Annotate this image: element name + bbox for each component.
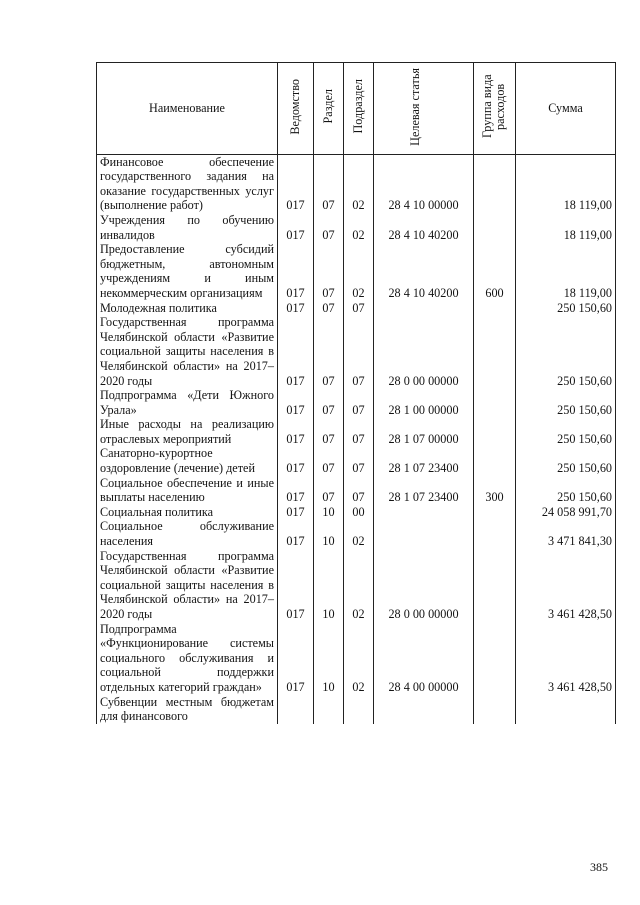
razdel-cell: 07 xyxy=(314,388,344,417)
header-vedomstvo: Ведомство xyxy=(278,63,314,155)
gruppa-cell xyxy=(474,505,516,520)
gruppa-cell xyxy=(474,446,516,475)
budget-table xyxy=(96,62,616,724)
table-row xyxy=(97,476,616,505)
vedomstvo-cell: 017 xyxy=(278,622,314,695)
row-name-cell: Подпрограмма «Дети Южного Урала» xyxy=(97,388,278,417)
vedomstvo-cell: 017 xyxy=(278,505,314,520)
gruppa-cell xyxy=(474,388,516,417)
gruppa-cell xyxy=(474,154,516,213)
podrazdel-cell: 07 xyxy=(344,446,374,475)
row-name-cell: Молодежная политика xyxy=(97,301,278,316)
razdel-cell: 10 xyxy=(314,505,344,520)
celevaya-statya-cell: 28 4 00 00000 xyxy=(374,622,474,695)
table-row xyxy=(97,301,616,316)
row-name-cell: Учреждения по обучению инвалидов xyxy=(97,213,278,242)
summa-cell: 250 150,60 xyxy=(516,417,616,446)
table-header-row xyxy=(97,63,616,155)
summa-cell: 250 150,60 xyxy=(516,315,616,388)
gruppa-cell: 600 xyxy=(474,242,516,300)
table-row xyxy=(97,242,616,300)
summa-cell: 18 119,00 xyxy=(516,213,616,242)
celevaya-statya-cell xyxy=(374,505,474,520)
header-name: Наименование xyxy=(97,63,278,155)
header-summa: Сумма xyxy=(516,63,616,155)
row-name-cell: Подпрограмма «Функционирование системы социального обслуживания и социальной поддержки отдельных категорий граждан» xyxy=(97,622,278,695)
razdel-cell xyxy=(314,695,344,724)
header-gruppa-vida-rashodov: Группа вида расходов xyxy=(474,63,516,155)
podrazdel-cell: 07 xyxy=(344,315,374,388)
podrazdel-cell: 02 xyxy=(344,622,374,695)
gruppa-cell xyxy=(474,213,516,242)
summa-cell xyxy=(516,695,616,724)
gruppa-cell xyxy=(474,417,516,446)
header-razdel: Раздел xyxy=(314,63,344,155)
podrazdel-cell: 02 xyxy=(344,549,374,622)
table-row xyxy=(97,695,616,724)
vedomstvo-cell: 017 xyxy=(278,315,314,388)
table-row xyxy=(97,388,616,417)
razdel-cell: 07 xyxy=(314,154,344,213)
table-row xyxy=(97,446,616,475)
summa-cell: 250 150,60 xyxy=(516,446,616,475)
celevaya-statya-cell: 28 1 07 23400 xyxy=(374,476,474,505)
vedomstvo-cell: 017 xyxy=(278,242,314,300)
vedomstvo-cell xyxy=(278,695,314,724)
razdel-cell: 10 xyxy=(314,549,344,622)
celevaya-statya-cell xyxy=(374,301,474,316)
row-name-cell: Государственная программа Челябинской области «Развитие социальной защиты населения в Челябинской области» на 2017–2020 годы xyxy=(97,549,278,622)
vedomstvo-cell: 017 xyxy=(278,154,314,213)
vedomstvo-cell: 017 xyxy=(278,549,314,622)
celevaya-statya-cell xyxy=(374,519,474,548)
razdel-cell: 07 xyxy=(314,213,344,242)
page-number: 385 xyxy=(590,860,608,874)
row-name-cell: Иные расходы на реализацию отраслевых мероприятий xyxy=(97,417,278,446)
row-name-cell: Социальное обслуживание населения xyxy=(97,519,278,548)
razdel-cell: 07 xyxy=(314,446,344,475)
celevaya-statya-cell: 28 4 10 40200 xyxy=(374,213,474,242)
podrazdel-cell: 02 xyxy=(344,213,374,242)
summa-cell: 3 461 428,50 xyxy=(516,549,616,622)
table-row xyxy=(97,213,616,242)
summa-cell: 250 150,60 xyxy=(516,388,616,417)
razdel-cell: 10 xyxy=(314,519,344,548)
gruppa-cell xyxy=(474,549,516,622)
gruppa-cell xyxy=(474,315,516,388)
gruppa-cell xyxy=(474,301,516,316)
razdel-cell: 07 xyxy=(314,242,344,300)
podrazdel-cell: 02 xyxy=(344,242,374,300)
celevaya-statya-cell: 28 4 10 40200 xyxy=(374,242,474,300)
row-name-cell: Финансовое обеспечение государственного задания на оказание государственных услуг (выполнение работ) xyxy=(97,154,278,213)
summa-cell: 250 150,60 xyxy=(516,301,616,316)
celevaya-statya-cell: 28 4 10 00000 xyxy=(374,154,474,213)
gruppa-cell xyxy=(474,695,516,724)
razdel-cell: 07 xyxy=(314,417,344,446)
table-row xyxy=(97,154,616,213)
celevaya-statya-cell: 28 0 00 00000 xyxy=(374,315,474,388)
podrazdel-cell: 02 xyxy=(344,519,374,548)
razdel-cell: 07 xyxy=(314,476,344,505)
celevaya-statya-cell xyxy=(374,695,474,724)
vedomstvo-cell: 017 xyxy=(278,519,314,548)
row-name-cell: Социальная политика xyxy=(97,505,278,520)
vedomstvo-cell: 017 xyxy=(278,213,314,242)
podrazdel-cell: 07 xyxy=(344,301,374,316)
celevaya-statya-cell: 28 1 07 00000 xyxy=(374,417,474,446)
table-row xyxy=(97,622,616,695)
podrazdel-cell: 07 xyxy=(344,388,374,417)
header-podrazdel: Подраздел xyxy=(344,63,374,155)
podrazdel-cell: 07 xyxy=(344,476,374,505)
gruppa-cell: 300 xyxy=(474,476,516,505)
gruppa-cell xyxy=(474,519,516,548)
vedomstvo-cell: 017 xyxy=(278,388,314,417)
razdel-cell: 07 xyxy=(314,301,344,316)
table-row xyxy=(97,519,616,548)
vedomstvo-cell: 017 xyxy=(278,417,314,446)
table-row xyxy=(97,315,616,388)
summa-cell: 3 471 841,30 xyxy=(516,519,616,548)
podrazdel-cell: 07 xyxy=(344,417,374,446)
gruppa-cell xyxy=(474,622,516,695)
row-name-cell: Субвенции местным бюджетам для финансового xyxy=(97,695,278,724)
razdel-cell: 07 xyxy=(314,315,344,388)
row-name-cell: Предоставление субсидий бюджетным, автономным учреждениям и иным некоммерческим организациям xyxy=(97,242,278,300)
vedomstvo-cell: 017 xyxy=(278,446,314,475)
podrazdel-cell: 00 xyxy=(344,505,374,520)
podrazdel-cell xyxy=(344,695,374,724)
vedomstvo-cell: 017 xyxy=(278,476,314,505)
header-celevaya-statya: Целевая статья xyxy=(374,63,474,155)
celevaya-statya-cell: 28 1 00 00000 xyxy=(374,388,474,417)
table-row xyxy=(97,549,616,622)
row-name-cell: Социальное обеспечение и иные выплаты населению xyxy=(97,476,278,505)
row-name-cell: Государственная программа Челябинской области «Развитие социальной защиты населения в Челябинской области» на 2017–2020 годы xyxy=(97,315,278,388)
table-row xyxy=(97,505,616,520)
vedomstvo-cell: 017 xyxy=(278,301,314,316)
podrazdel-cell: 02 xyxy=(344,154,374,213)
celevaya-statya-cell: 28 0 00 00000 xyxy=(374,549,474,622)
summa-cell: 18 119,00 xyxy=(516,154,616,213)
summa-cell: 18 119,00 xyxy=(516,242,616,300)
row-name-cell: Санаторно-курортное оздоровление (лечение) детей xyxy=(97,446,278,475)
summa-cell: 250 150,60 xyxy=(516,476,616,505)
summa-cell: 24 058 991,70 xyxy=(516,505,616,520)
summa-cell: 3 461 428,50 xyxy=(516,622,616,695)
celevaya-statya-cell: 28 1 07 23400 xyxy=(374,446,474,475)
table-row xyxy=(97,417,616,446)
razdel-cell: 10 xyxy=(314,622,344,695)
